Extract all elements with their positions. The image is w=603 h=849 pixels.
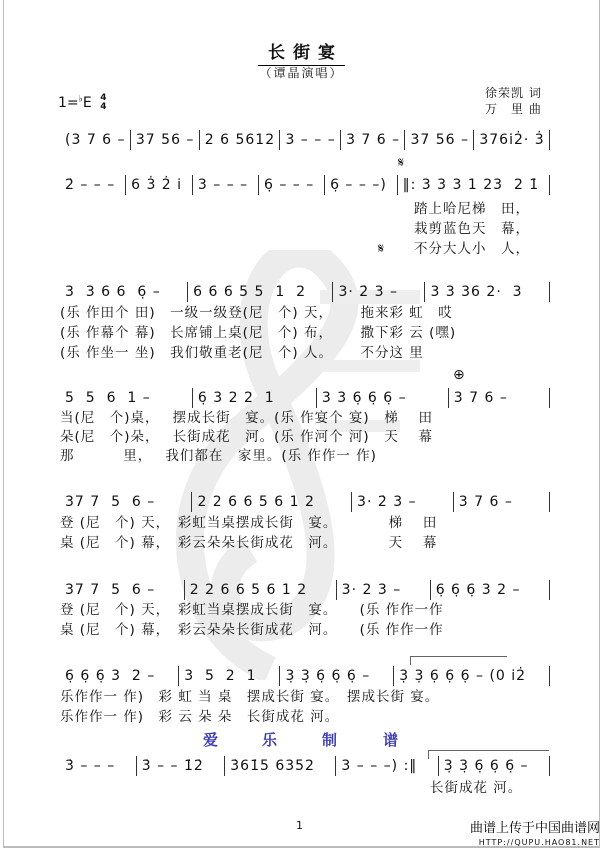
ts-bottom: 4 <box>100 102 107 112</box>
measure: 6̣ – – –) <box>325 175 398 195</box>
measure: 37 7 5 6 – <box>60 580 185 600</box>
measure: 3̣ 3̣ 6̣ 6̣ 6̣ – <box>280 666 394 686</box>
system-5 <box>60 492 550 512</box>
measure: 3 7 6 – <box>454 492 550 512</box>
site-watermark: 曲谱上传于中国曲谱网 <box>469 821 600 836</box>
key-prefix: 1= <box>58 95 79 111</box>
measure: 3̇ – – 1̇2̇ <box>137 756 226 776</box>
measure: 3· 2̇ 3 – <box>333 282 425 302</box>
measure: 6 6 6 5 5 1 2 <box>188 282 333 302</box>
stamp-char: 谱 <box>383 731 399 749</box>
lyric-line: 那 里， 我们都在 家里。(乐 作作一 作) <box>60 448 377 464</box>
measure: 3 – – – <box>280 130 341 150</box>
measure: 37 56 – <box>131 130 200 150</box>
measure: 3 3 36 2· 3 <box>425 282 550 302</box>
measure: 3 – – –) :‖ <box>336 756 438 776</box>
volta-1 <box>410 656 507 665</box>
system-4 <box>60 388 550 408</box>
system-2 <box>60 175 550 195</box>
measure: 6̣ – – – <box>259 175 325 195</box>
measure: (3 7 6 – <box>60 130 131 150</box>
lyric-line: 长街成花 河。 <box>430 780 523 796</box>
lyric-line: 桌 (尼 个) 幕， 彩云朵朵长街成花 河。 (乐 作作一作 <box>60 622 444 638</box>
lyric-line: 乐作作一 作) 彩 云 朵 朵 长街成花 河。 <box>60 709 340 725</box>
measure: 3· 2 3 – <box>337 580 431 600</box>
ts-top: 4 <box>100 93 107 103</box>
system-3 <box>60 282 550 302</box>
measure: ‖: 3 3 3 1 23 2 1̇ <box>398 175 550 195</box>
stamp-char: 爱 <box>203 731 219 749</box>
composer: 万 里 曲 <box>485 102 542 116</box>
lyric-line: (乐 作坐一 坐) 我们敬重老(尼 个) 人。 不分这 里 <box>60 345 424 361</box>
measure: 376i̇2̇· 3̇ <box>474 130 550 150</box>
lyric-line: 乐作作一 作) 彩 虹 当 桌 摆成长街 宴。 摆成长街 宴。 <box>60 689 440 705</box>
measure: 6̣ 6̣ 6̣ 3 2 – <box>60 666 179 686</box>
song-title <box>0 38 603 63</box>
measure: 3̇61̇5 6352 <box>225 756 336 776</box>
measure: 2 2 6 6 5 6 1 2 <box>192 492 352 512</box>
measure: 5 5 6 1 – <box>60 388 193 408</box>
lyricist: 徐荣凯 词 <box>485 86 542 100</box>
system-7 <box>60 666 550 686</box>
site-url: HTTP://QUPU.HAO81.NET <box>478 838 600 847</box>
stamp-char: 乐 <box>262 731 278 749</box>
measure: 3 5 2 1 <box>179 666 280 686</box>
key-signature <box>58 94 106 112</box>
system-6 <box>60 580 550 600</box>
measure: 2 2 6 6 5 6 1 2 <box>185 580 337 600</box>
measure: 6̣ 6̣ 6̣ 3 2 – <box>431 580 550 600</box>
lyric-line: 踏上哈尼梯 田， <box>414 201 530 217</box>
lyric-line: 登 (尼 个) 天， 彩虹当桌摆成长街 宴。 (乐 作作一作 <box>60 602 444 618</box>
measure: 3 – – – <box>193 175 259 195</box>
measure: 37 56 – <box>405 130 474 150</box>
stamp-char: 制 <box>322 731 338 749</box>
measure: 3· 2̇ 3 – <box>352 492 454 512</box>
system-1 <box>60 130 550 150</box>
lyric-line: 不分大人小 人， <box>414 241 530 257</box>
measure: 6̣ 3 2 2 1 <box>193 388 317 408</box>
system-8 <box>60 756 550 776</box>
measure: 3 7 6 – <box>449 388 550 408</box>
segno-sign: 𝄋 <box>378 241 385 257</box>
lyric-line: 当(尼 个)桌， 摆成长街 宴。(乐 作宴个 宴) 梯 田 <box>60 410 433 426</box>
lyric-line: 朵(尼 个)朵， 长街成花 河。(乐 作河个 河) 天 幕 <box>60 429 433 445</box>
key-note: E <box>82 95 92 111</box>
flat-sign: ♭ <box>78 94 83 105</box>
measure: 3̣ 3̣ 6̣ 6̣ 6̣ – (0 i̇2̇ <box>394 666 550 686</box>
coda-sign: ⊕ <box>453 367 465 383</box>
segno-sign: 𝄋 <box>398 155 405 171</box>
measure: 2̇ – – – <box>60 175 126 195</box>
page-number: 1 <box>296 819 303 832</box>
measure: 3 7 6 – <box>341 130 405 150</box>
lyric-line: (乐 作田个 田) 一级一级登(尼 个) 天， 拖来彩 虹 哎 <box>60 305 453 321</box>
measure: 37 7 5 6 – <box>60 492 192 512</box>
lyric-line: (乐 作幕个 幕) 长席铺上桌(尼 个) 布， 撒下彩 云 (嘿) <box>60 325 457 341</box>
lyric-line: 栽剪蓝色天 幕， <box>414 221 530 237</box>
measure: 3̇ – – – <box>60 756 137 776</box>
measure: 2 6 5612 <box>200 130 281 150</box>
measure: 6 3̇ 2̇ i̇ <box>126 175 193 195</box>
time-signature <box>100 94 106 112</box>
lyric-line: 桌 (尼 个) 幕， 彩云朵朵长街成花 河。 天 幕 <box>60 535 438 551</box>
measure: 3 3 6 6 6̣ – <box>60 282 188 302</box>
measure: 3̣ 3̣ 6̣ 6̣ 6̣ – <box>439 756 550 776</box>
measure: 3 3 6̣ 6̣ 6̣ – <box>317 388 449 408</box>
lyric-line: 登 (尼 个) 天， 彩虹当桌摆成长街 宴。 梯 田 <box>60 515 438 531</box>
performer: （谭晶演唱） <box>259 66 344 80</box>
title-text: 长街宴 <box>258 43 345 66</box>
